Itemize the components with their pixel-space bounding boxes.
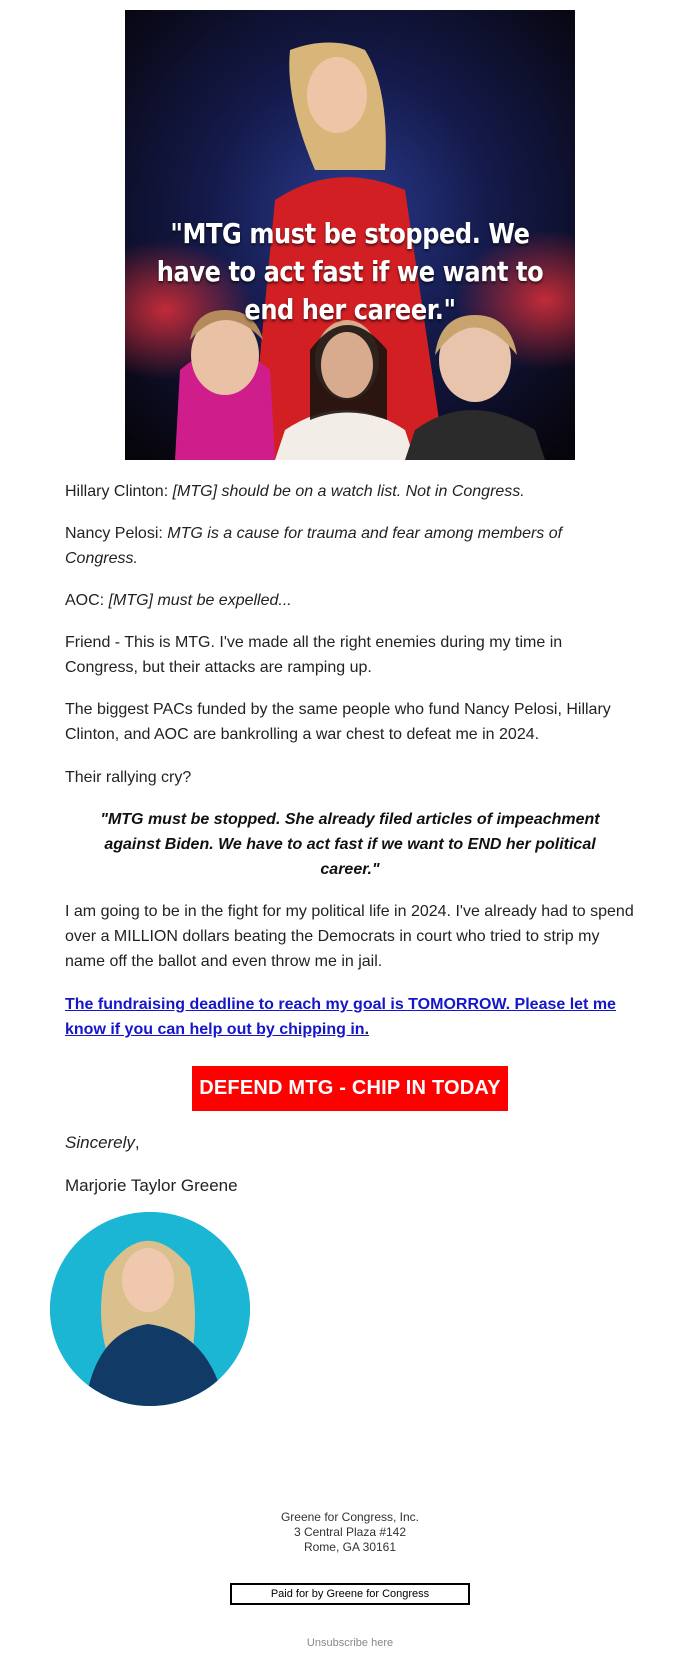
speaker-name: Hillary Clinton: [65,483,173,500]
hero-image [125,10,575,460]
footer-org: Greene for Congress, Inc. [280,1510,420,1524]
chip-in-button[interactable]: DEFEND MTG - CHIP IN TODAY [192,1066,508,1111]
hero-quote-line: "MTG must be stopped. We [170,217,530,250]
hillary-line [65,479,635,504]
deadline-paragraph [65,992,645,1042]
deadline-period: . [364,1021,370,1038]
sincerely-comma: , [134,1133,140,1152]
paragraph-text: Friend - This is MTG. I've made all the right enemies during my time in Congress, but their attacks are ramping up. [65,634,563,676]
hero-quote-line: end her career." [244,293,456,326]
hero-quote [157,215,544,329]
speaker-quote: [MTG] should be on a watch list. Not in Congress. [172,483,525,500]
portrait-illustration [50,1212,250,1406]
fight-paragraph [65,899,635,974]
pelosi-line [65,521,635,571]
rallying-paragraph [65,765,635,790]
deadline-link[interactable]: The fundraising deadline to reach my goal is TOMORROW. Please let me know if you can help out by chipping in [65,996,616,1038]
footer-address [200,1510,500,1555]
footer-street: 3 Central Plaza #142 [293,1525,407,1539]
paragraph-text: I am going to be in the fight for my political life in 2024. I've already had to spend over a MILLION dollars beating the Democrats in court who tried to strip my name off the ballot and even throw me in jail. [65,903,634,970]
speaker-name: AOC: [65,592,109,609]
speaker-quote: [MTG] must be expelled... [108,592,292,609]
sincerely-line [65,1131,140,1155]
hero-quote-line: have to act fast if we want to [156,255,544,288]
aoc-line [65,588,635,613]
friend-paragraph [65,630,635,680]
rallying-quote: "MTG must be stopped. She already filed articles of impeachment against Biden. We have to act fast if we want to END her political career." [100,811,600,878]
footer-city: Rome, GA 30161 [303,1540,397,1554]
avatar [50,1212,250,1406]
speaker-quote: MTG is a cause for trauma and fear among members of Congress. [65,525,563,567]
paragraph-text: Their rallying cry? [65,769,192,786]
sincerely-text: Sincerely [65,1133,135,1152]
unsubscribe-link[interactable]: Unsubscribe here [306,1637,394,1649]
signature-name: Marjorie Taylor Greene [65,1176,238,1195]
paid-for-box: Paid for by Greene for Congress [230,1583,470,1605]
speaker-name: Nancy Pelosi: [65,525,168,542]
pacs-paragraph [65,697,635,747]
paragraph-text: The biggest PACs funded by the same people who fund Nancy Pelosi, Hillary Clinton, and AOC are bankrolling a war chest to defeat me in 2024. [65,701,611,743]
